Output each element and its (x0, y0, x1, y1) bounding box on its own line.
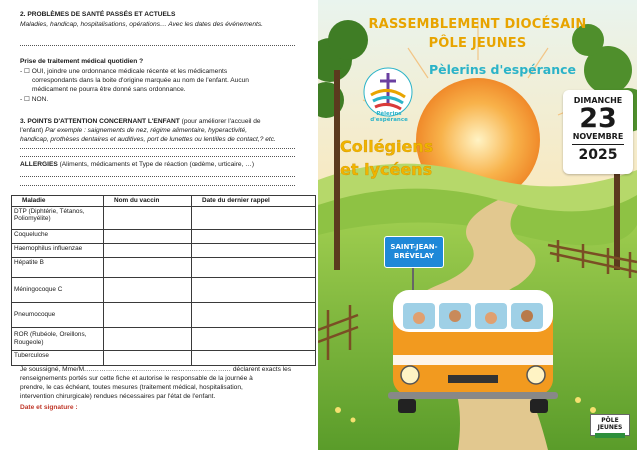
signature-label: Date et signature : (20, 404, 78, 411)
disease-cell: DTP (Diphtérie, Tétanos, Poliomyélite) (12, 206, 104, 229)
disease-cell: Tuberculose (12, 350, 104, 365)
section-3-hint-a: l'enfant) (20, 127, 46, 134)
header-vaccine-name: Nom du vaccin (104, 196, 192, 207)
disease-cell: Méningocoque C (12, 277, 104, 302)
answer-line[interactable] (20, 176, 295, 177)
answer-line[interactable] (20, 45, 295, 46)
poster-title-line-1: RASSEMBLEMENT DIOCÉSAIN (368, 17, 587, 32)
disease-cell: Haemophilus influenzae (12, 243, 104, 257)
disease-cell: Hépatite B (12, 257, 104, 277)
vaccine-cell[interactable] (104, 229, 192, 243)
booster-cell[interactable] (192, 229, 316, 243)
allergies-label-bold: ALLERGIES (20, 161, 58, 168)
booster-cell[interactable] (192, 257, 316, 277)
event-month: NOVEMBRE (572, 132, 624, 141)
vaccine-cell[interactable] (104, 243, 192, 257)
section-3-hint-2: handicap, prothèses dentaires et auditives, port de lunettes ou lentilles de contact,? etc. (20, 136, 276, 143)
consent-line-4: intervention chirurgicale) rendues nécessaires par l'état de l'enfant. (20, 393, 216, 400)
disease-cell: Coqueluche (12, 229, 104, 243)
table-row (12, 229, 316, 243)
allergies-label-rest: (Aliments, médicaments et Type de réaction (œdème, urticaire, …) (57, 161, 255, 168)
booster-cell[interactable] (192, 350, 316, 365)
pole-jeunes-logo (590, 414, 630, 436)
header-last-booster: Date du dernier rappel (192, 196, 316, 207)
treatment-yes-detail: correspondants dans la boite d'origine marquée au nom de l'enfant. Aucun (32, 77, 249, 84)
booster-cell[interactable] (192, 277, 316, 302)
logo-caption: Pèlerins d'espérance (370, 111, 408, 123)
treatment-no-option[interactable]: - ☐ NON. (20, 96, 49, 103)
section-2-hint: Maladies, handicap, hospitalisations, opérations… Avec les dates des événements. (20, 21, 264, 28)
poster-title-line-2: PÔLE JEUNES (428, 36, 527, 51)
vaccine-cell[interactable] (104, 277, 192, 302)
table-row (12, 302, 316, 327)
poster-panel (318, 0, 637, 450)
header-disease: Maladie (12, 196, 104, 207)
treatment-question: Prise de traitement médical quotidien ? (20, 58, 144, 65)
event-year: 2025 (578, 147, 618, 163)
table-row (12, 327, 316, 350)
consent-line-2: renseignements portés sur cette fiche et autorise le responsable de la journée à (20, 375, 253, 382)
table-row (12, 243, 316, 257)
road-sign-line-2: BRÉVELAY (394, 252, 434, 260)
section-3-hint (20, 127, 247, 135)
treatment-yes-detail-2: médicament ne pourra être donné sans ordonnance. (32, 86, 186, 93)
section-2-title: 2. PROBLÈMES DE SANTÉ PASSÉS ET ACTUELS (20, 11, 176, 18)
event-day: 23 (579, 103, 617, 134)
consent-line-3: prendre, le cas échéant, toutes mesures (traitement médical, hospitalisation, (20, 384, 243, 391)
allergies-label (20, 161, 254, 169)
treatment-yes-option[interactable]: - ☐ OUI, joindre une ordonnance médicale récente et les médicaments (20, 68, 228, 75)
poster-subtitle: Pèlerins d'espérance (428, 62, 577, 77)
table-row (12, 206, 316, 229)
booster-cell[interactable] (192, 302, 316, 327)
event-weekday: DIMANCHE (573, 96, 623, 105)
disease-cell: ROR (Rubéole, Oreillons, Rougeole) (12, 327, 104, 350)
booster-cell[interactable] (192, 243, 316, 257)
logo-bar (595, 433, 625, 438)
booster-cell[interactable] (192, 327, 316, 350)
table-header-row (12, 196, 316, 207)
section-3-hint-b: Par exemple : saignements de nez, régime alimentaire, hyperactivité, (45, 127, 248, 134)
vaccine-cell[interactable] (104, 302, 192, 327)
booster-cell[interactable] (192, 206, 316, 229)
date-divider (572, 144, 624, 145)
answer-line[interactable] (20, 148, 295, 149)
vaccine-cell[interactable] (104, 257, 192, 277)
bus-illustration (388, 290, 558, 413)
section-3-title-bold: 3. POINTS D'ATTENTION CONCERNANT L'ENFANT (20, 118, 180, 125)
road-sign (384, 236, 444, 268)
table-row (12, 257, 316, 277)
section-3-title (20, 118, 261, 126)
answer-line[interactable] (20, 156, 295, 157)
event-date-card (563, 90, 633, 174)
vaccine-cell[interactable] (104, 206, 192, 229)
disease-cell: Pneumocoque (12, 302, 104, 327)
table-row (12, 277, 316, 302)
vaccination-table (11, 195, 316, 366)
logo-text: PÔLE JEUNES (597, 417, 623, 431)
medical-form-panel (0, 0, 318, 450)
audience-line-2: et lycéens (340, 160, 433, 179)
consent-line-1: Je soussigné, Mme/M.………………………………………………………… déclarent exacts les (20, 366, 292, 373)
road-sign-line-1: SAINT-JEAN- (390, 243, 438, 251)
answer-line[interactable] (20, 185, 295, 186)
section-3-title-rest: (pour améliorer l'accueil de (179, 118, 261, 125)
audience-line-1: Collégiens (340, 137, 434, 156)
vaccine-cell[interactable] (104, 327, 192, 350)
table-row (12, 350, 316, 365)
vaccine-cell[interactable] (104, 350, 192, 365)
